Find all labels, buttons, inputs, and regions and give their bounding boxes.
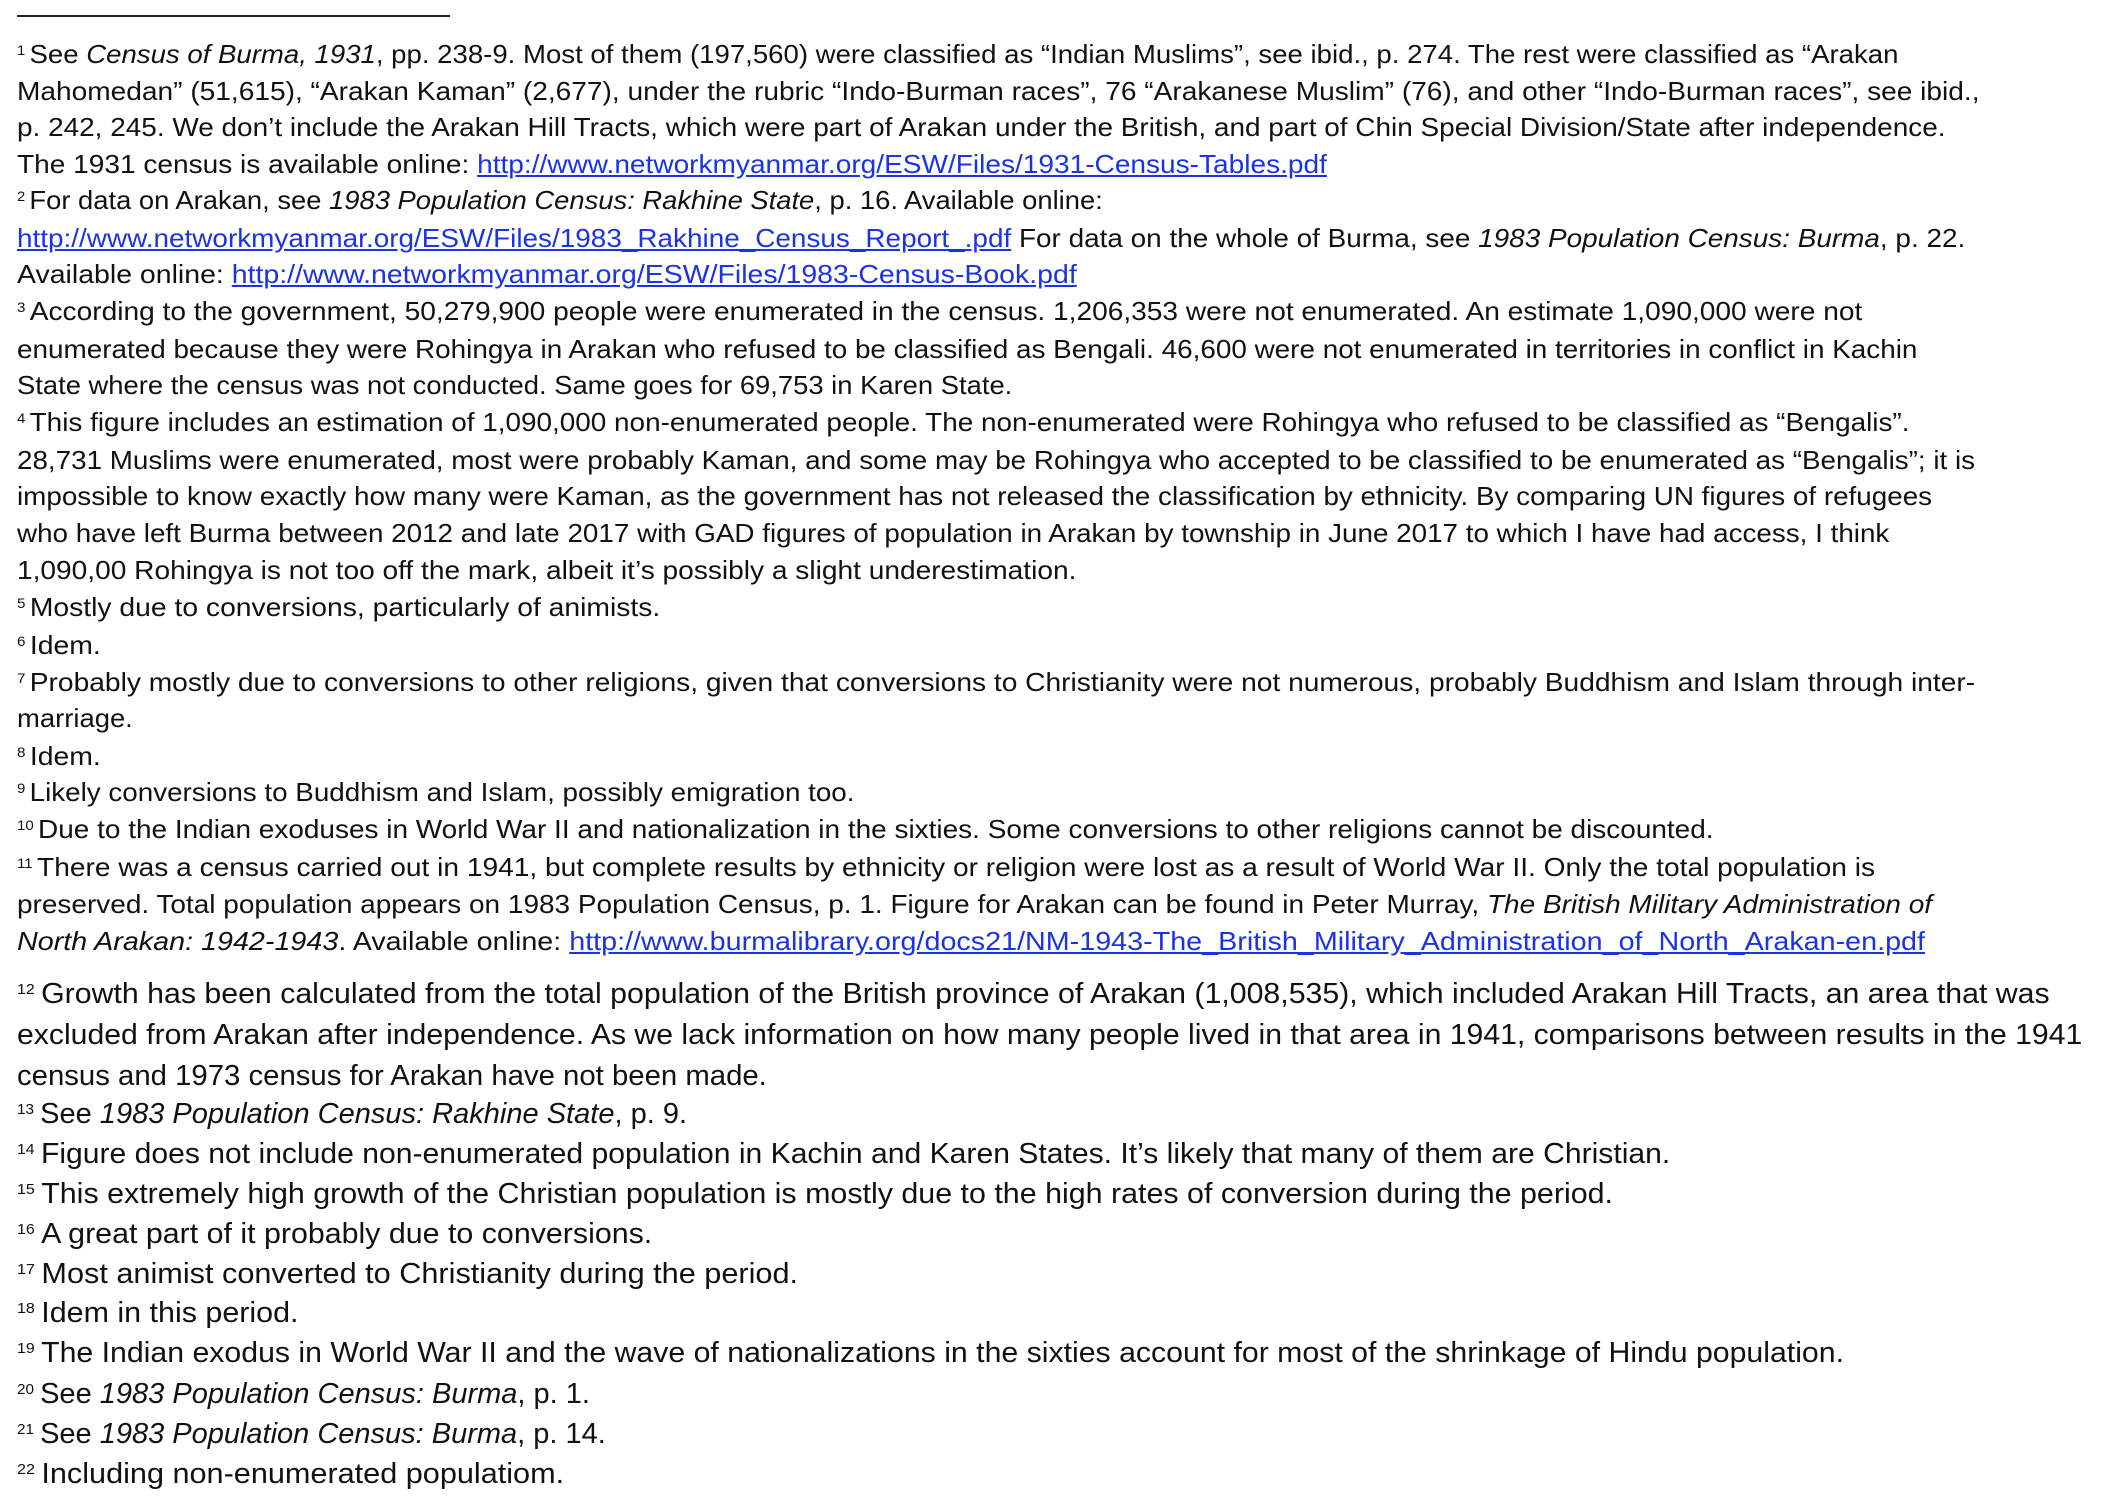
footnote-link[interactable]: http://www.burmalibrary.org/docs21/NM-1943-The_British_Military_Administration_of_North_Arakan-en.pdf [569, 926, 1925, 956]
footnote-text: , p. 9. [614, 1098, 688, 1130]
footnote-number: 1 [17, 42, 26, 58]
footnote-citation-title: 1983 Population Census: Burma [99, 1378, 518, 1410]
footnote-text: See [40, 1418, 100, 1450]
footnote-19-line [17, 1334, 1844, 1372]
footnote-1-line [17, 147, 1327, 181]
footnote-8-line [17, 739, 101, 773]
footnote-12-line [17, 1016, 2082, 1054]
footnote-3-line [17, 332, 1917, 366]
footnote-21-line [17, 1415, 606, 1453]
footnote-text: This extremely high growth of the Christian population is mostly due to the high rates of conversion during the period. [41, 1178, 1613, 1210]
footnote-number: 18 [17, 1300, 35, 1317]
footnote-number: 11 [17, 855, 33, 871]
footnote-text: , p. 16. Available online: [814, 185, 1103, 215]
footnote-text: Idem. [29, 741, 101, 771]
footnote-7-line [17, 701, 133, 735]
footnote-link[interactable]: http://www.networkmyanmar.org/ESW/Files/1983-Census-Book.pdf [231, 259, 1077, 289]
footnote-number: 8 [17, 744, 26, 760]
footnote-text: 1,090,00 Rohingya is not too off the mark, albeit it’s possibly a slight underestimation. [17, 555, 1077, 585]
footnote-6-line [17, 628, 101, 662]
footnote-13-line [17, 1095, 687, 1133]
footnote-text: According to the government, 50,279,900 people were enumerated in the census. 1,206,353 were not enumerated. An estimate 1,090,000 were not [29, 296, 1863, 326]
footnote-4-line [17, 553, 1076, 587]
footnote-citation-title: 1983 Population Census: Rakhine State [99, 1098, 615, 1130]
footnote-text: This figure includes an estimation of 1,090,000 non-enumerated people. The non-enumerated were Rohingya who refused to be classified as “Bengalis”. [29, 407, 1910, 437]
footnote-2-line [17, 183, 1103, 217]
footnote-text: , pp. 238-9. Most of them (197,560) were classified as “Indian Muslims”, see ibid., p. 274. The rest were classified as “Arakan [375, 39, 1899, 69]
footnote-text: See [40, 1098, 100, 1130]
footnote-number: 2 [17, 188, 26, 204]
footnote-number: 20 [17, 1381, 34, 1398]
footnote-text: Figure does not include non-enumerated population in Kachin and Karen States. It’s likely that many of them are Christian. [40, 1138, 1671, 1170]
footnote-text: Growth has been calculated from the total population of the British province of Arakan (1,008,535), which included Arakan Hill Tracts, an area that was [41, 978, 2050, 1010]
footnote-2-line [17, 221, 1965, 255]
footnote-16-line [17, 1215, 652, 1253]
footnote-1-line [17, 110, 1946, 144]
footnote-17-line [17, 1255, 798, 1293]
footnote-number: 15 [17, 1181, 35, 1198]
footnote-text: Due to the Indian exoduses in World War II and nationalization in the sixties. Some conversions to other religions cannot be discounted. [38, 814, 1714, 844]
footnote-text: preserved. Total population appears on 1983 Population Census, p. 1. Figure for Arakan can be found in Peter Murray, [17, 889, 1487, 919]
footnote-text: Most animist converted to Christianity during the period. [41, 1258, 799, 1290]
footnote-number: 14 [17, 1141, 35, 1158]
footnote-citation-title: Census of Burma, 1931 [86, 39, 376, 69]
footnote-number: 22 [17, 1461, 35, 1478]
footnote-text: p. 242, 245. We don’t include the Arakan Hill Tracts, which were part of Arakan under the British, and part of Chin Special Division/State after independence. [17, 112, 1946, 142]
footnote-text: Mostly due to conversions, particularly of animists. [29, 592, 661, 622]
footnote-11-line [17, 887, 1932, 921]
footnote-number: 17 [17, 1261, 35, 1278]
footnote-text: For data on the whole of Burma, see [1011, 223, 1479, 253]
footnote-4-line [17, 443, 1975, 477]
footnote-3-line [17, 294, 1862, 328]
footnote-citation-title: The British Military Administration of [1486, 889, 1933, 919]
footnote-11-line [17, 924, 1925, 958]
footnote-text: Likely conversions to Buddhism and Islam, possibly emigration too. [29, 777, 855, 807]
footnote-link[interactable]: http://www.networkmyanmar.org/ESW/Files/1931-Census-Tables.pdf [477, 149, 1327, 179]
footnote-number: 5 [17, 595, 26, 611]
footnote-text: Idem in this period. [41, 1297, 299, 1329]
footnote-number: 4 [17, 410, 26, 426]
footnote-4-line [17, 479, 1932, 513]
footnote-link[interactable]: http://www.networkmyanmar.org/ESW/Files/1983_Rakhine_Census_Report_.pdf [17, 223, 1012, 253]
footnote-text: Probably mostly due to conversions to other religions, given that conversions to Christianity were not numerous, probably Buddhism and Islam through inter- [29, 667, 1976, 697]
footnote-15-line [17, 1175, 1613, 1213]
footnote-4-line [17, 516, 1889, 550]
footnote-11-line [17, 850, 1875, 884]
footnote-text: See [40, 1378, 100, 1410]
footnote-text: 28,731 Muslims were enumerated, most were probably Kaman, and some may be Rohingya who accepted to be classified to be enumerated as “Bengalis”; it is [17, 445, 1976, 475]
footnote-number: 19 [17, 1340, 35, 1357]
footnote-text: , p. 14. [517, 1418, 606, 1450]
footnote-text: marriage. [17, 703, 133, 733]
footnote-text: Including non-enumerated populatiom. [41, 1458, 565, 1490]
footnote-number: 12 [17, 981, 35, 998]
footnote-text: For data on Arakan, see [29, 185, 330, 215]
footnote-text: The Indian exodus in World War II and the wave of nationalizations in the sixties account for most of the shrinkage of Hindu population. [41, 1337, 1844, 1369]
footnote-number: 7 [17, 670, 26, 686]
footnote-number: 21 [17, 1421, 34, 1438]
footnote-22-line [17, 1455, 564, 1493]
footnote-1-line [17, 74, 1980, 108]
footnote-text: , p. 22. [1879, 223, 1966, 253]
footnote-9-line [17, 775, 854, 809]
footnote-text: enumerated because they were Rohingya in Arakan who refused to be classified as Bengali. 46,600 were not enumerated in territories in conflict in Kachin [17, 334, 1918, 364]
footnote-number: 16 [17, 1221, 35, 1238]
footnote-3-line [17, 368, 1012, 402]
footnote-citation-title: 1983 Population Census: Rakhine State [329, 185, 815, 215]
footnote-2-line [17, 257, 1077, 291]
footnote-text: who have left Burma between 2012 and late 2017 with GAD figures of population in Arakan by township in June 2017 to which I have had access, I think [17, 518, 1890, 548]
footnote-12-line [17, 975, 2050, 1013]
footnote-number: 13 [17, 1101, 34, 1118]
footnote-text: Idem. [29, 630, 101, 660]
footnote-10-line [17, 812, 1714, 846]
footnote-text: A great part of it probably due to conversions. [41, 1218, 653, 1250]
footnote-12-line [17, 1057, 767, 1095]
footnote-text: Available online: [17, 259, 232, 289]
footnote-citation-title: 1983 Population Census: Burma [1478, 223, 1880, 253]
footnote-citation-title: 1983 Population Census: Burma [99, 1418, 518, 1450]
footnote-14-line [17, 1135, 1670, 1173]
footnote-text: , p. 1. [517, 1378, 590, 1410]
footnote-number: 9 [17, 780, 26, 796]
footnote-text: Mahomedan” (51,615), “Arakan Kaman” (2,677), under the rubric “Indo-Burman races”, 76 “Arakanese Muslim” (76), and other “Indo-Burman races”, see ibid., [17, 76, 1980, 106]
footnote-text: See [29, 39, 87, 69]
footnote-text: State where the census was not conducted. Same goes for 69,753 in Karen State. [17, 370, 1013, 400]
footnote-text: . Available online: [338, 926, 570, 956]
footnote-text: census and 1973 census for Arakan have not been made. [17, 1060, 767, 1092]
footnote-number: 6 [17, 633, 26, 649]
footnote-5-line [17, 590, 660, 624]
footnote-1-line [17, 37, 1898, 71]
footnote-4-line [17, 405, 1909, 439]
footnote-citation-title: North Arakan: 1942-1943 [17, 926, 339, 956]
footnote-text: impossible to know exactly how many were Kaman, as the government has not released the classification by ethnicity. By comparing UN figures of refugees [17, 481, 1933, 511]
footnote-separator-rule [17, 15, 450, 17]
footnote-18-line [17, 1294, 299, 1332]
footnote-text: The 1931 census is available online: [17, 149, 478, 179]
footnote-text: excluded from Arakan after independence. As we lack information on how many people lived in that area in 1941, comparisons between results in the 1941 [17, 1019, 2083, 1051]
footnote-20-line [17, 1375, 590, 1413]
footnote-text: There was a census carried out in 1941, but complete results by ethnicity or religion were lost as a result of World War II. Only the total population is [37, 852, 1876, 882]
footnote-7-line [17, 665, 1975, 699]
footnote-number: 10 [17, 817, 34, 833]
footnote-number: 3 [17, 299, 26, 315]
